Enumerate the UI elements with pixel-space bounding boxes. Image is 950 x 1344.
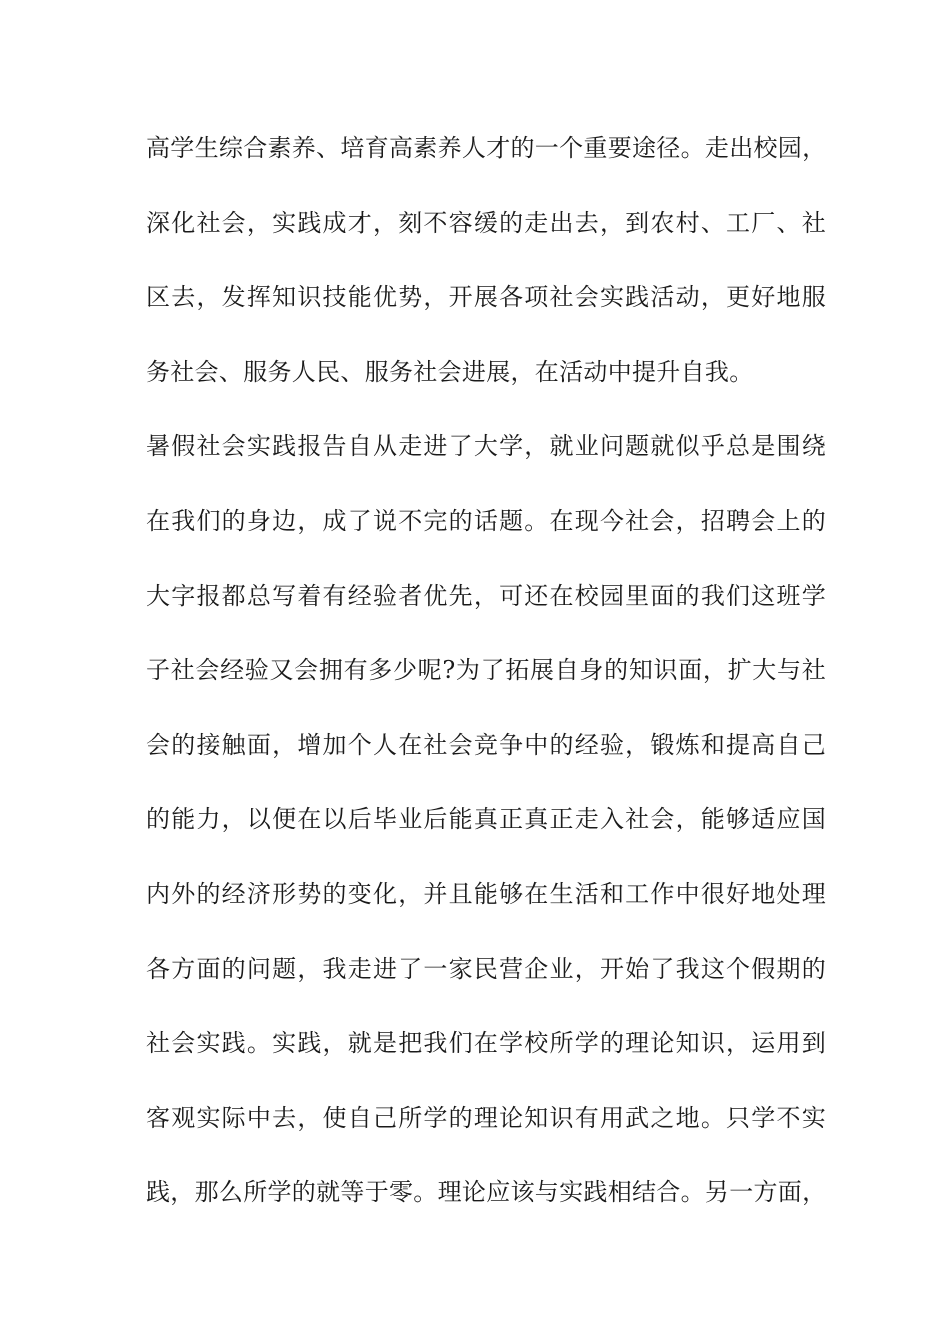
text-line: 内外的经济形势的变化，并且能够在生活和工作中很好地处理 — [146, 879, 826, 908]
text-line: 区去，发挥知识技能优势，开展各项社会实践活动，更好地服 — [146, 283, 826, 312]
text-line: 社会实践。实践，就是把我们在学校所学的理论知识，运用到 — [146, 1029, 826, 1058]
text-line: 高学生综合素养、培育高素养人才的一个重要途径。走出校园， — [146, 134, 827, 162]
text-line: 务社会、服务人民、服务社会进展，在活动中提升自我。 — [146, 357, 754, 386]
text-line: 在我们的身边，成了说不完的话题。在现今社会，招聘会上的 — [146, 506, 826, 535]
text-line: 会的接触面，增加个人在社会竞争中的经验，锻炼和提高自己 — [146, 730, 826, 759]
text-line: 的能力，以便在以后毕业后能真正真正走入社会，能够适应国 — [146, 805, 826, 834]
text-line: 暑假社会实践报告自从走进了大学，就业问题就似乎总是围绕 — [146, 432, 826, 461]
text-line: 子社会经验又会拥有多少呢?为了拓展自身的知识面，扩大与社 — [146, 656, 826, 685]
body-text — [146, 128, 826, 1247]
text-line: 客观实际中去，使自己所学的理论知识有用武之地。只学不实 — [146, 1103, 826, 1132]
text-line: 大字报都总写着有经验者优先，可还在校园里面的我们这班学 — [146, 581, 826, 610]
text-line: 各方面的问题，我走进了一家民营企业，开始了我这个假期的 — [146, 954, 826, 983]
text-line: 践，那么所学的就等于零。理论应该与实践相结合。另一方面， — [146, 1178, 827, 1207]
text-line: 深化社会，实践成才，刻不容缓的走出去，到农村、工厂、社 — [146, 208, 826, 237]
